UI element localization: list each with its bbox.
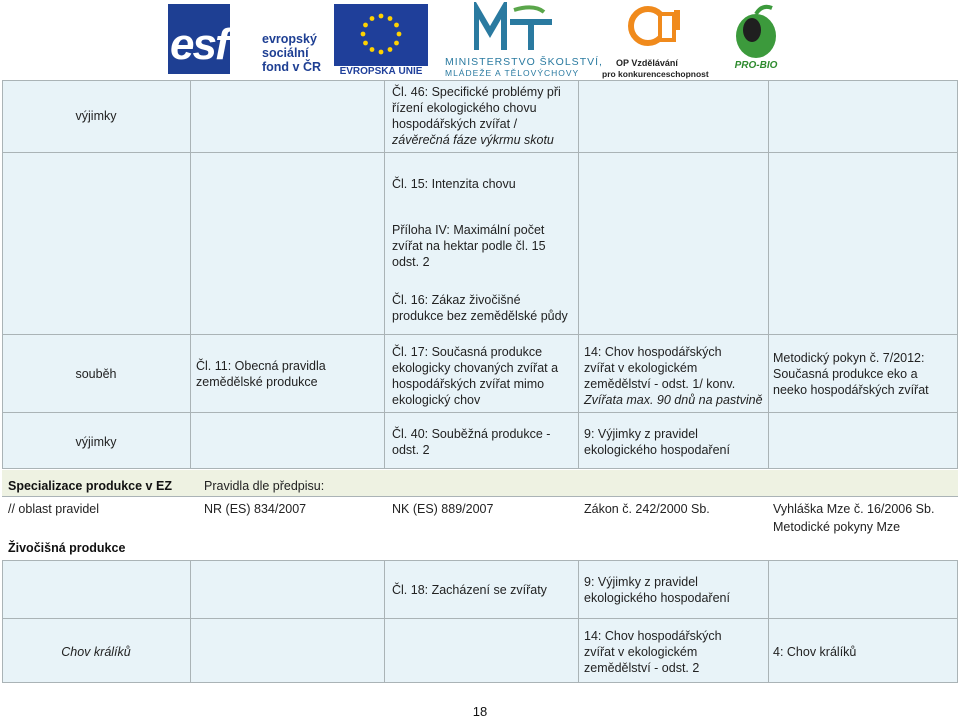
cell-law14-par2: 14: Chov hospodářských zvířat v ekologickém zemědělství - odst. 2 xyxy=(584,629,722,675)
header-specialization: Specializace produkce v EZ xyxy=(8,479,172,493)
header-rules: Pravidla dle předpisu: xyxy=(204,479,325,493)
row-label-rabbits: Chov králíků xyxy=(61,645,131,659)
cell-annex4: Příloha IV: Maximální počet zvířat na hektar podle čl. 15 odst. 2 xyxy=(392,223,546,269)
header-guidelines: Metodické pokyny Mze xyxy=(773,520,901,534)
page-number: 18 xyxy=(472,704,488,719)
header-nk889: NK (ES) 889/2007 xyxy=(392,502,494,516)
esf-mark: esf xyxy=(170,20,228,69)
cell-art15: Čl. 15: Intenzita chovu xyxy=(392,177,516,191)
eu-label: EVROPSKÁ UNIE xyxy=(339,66,423,77)
cell-art18: Čl. 18: Zacházení se zvířaty xyxy=(392,583,547,597)
cell-law9: 9: Výjimky z pravidel ekologického hospodaření xyxy=(584,427,730,457)
row-label-exceptions-2: výjimky xyxy=(75,435,117,449)
header-decree16: Vyhláška Mze č. 16/2006 Sb. xyxy=(773,502,935,516)
msmt-line2: MLÁDEŽE A TĚLOVÝCHOVY xyxy=(445,68,580,78)
row-label-exceptions: výjimky xyxy=(75,109,117,123)
op-line2: pro konkurenceschopnost xyxy=(602,69,709,79)
header-law242: Zákon č. 242/2000 Sb. xyxy=(584,502,710,516)
lower-section-bg xyxy=(2,560,958,682)
cell-law9-b: 9: Výjimky z pravidel ekologického hospodaření xyxy=(584,575,730,605)
cell-art11: Čl. 11: Obecná pravidla zemědělské produkce xyxy=(196,359,326,389)
cell-art17: Čl. 17: Současná produkce ekologicky chovaných zvířat a hospodářských zvířat mimo ekologický chov xyxy=(392,345,559,407)
msmt-line1: MINISTERSTVO ŠKOLSTVÍ, xyxy=(445,56,603,68)
cell-law14-par1: 14: Chov hospodářských zvířat v ekologickém zemědělství - odst. 1/ konv. Zvířata max. 90 dnů na pastvině xyxy=(584,345,763,407)
cell-method-guideline: Metodický pokyn č. 7/2012: Současná produkce eko a neeko hospodářských zvířat xyxy=(773,351,929,397)
header-nr834: NR (ES) 834/2007 xyxy=(204,502,307,516)
probio-label: PRO-BIO xyxy=(734,60,778,71)
cell-art16: Čl. 16: Zákaz živočišné produkce bez zemědělské půdy xyxy=(392,293,568,323)
cell-rabbit-guideline: 4: Chov králíků xyxy=(773,645,857,659)
row-label-concurrence: souběh xyxy=(75,367,117,381)
header-area: // oblast pravidel xyxy=(8,502,100,516)
cell-art46: Čl. 46: Specifické problémy při řízení ekologického chovu hospodářských zvířat / závěrečná fáze výkrmu skotu xyxy=(392,85,561,147)
esf-words: evropský sociální fond v ČR xyxy=(262,32,322,74)
cell-art40: Čl. 40: Souběžná produkce - odst. 2 xyxy=(392,427,551,457)
section-animal-production: Živočišná produkce xyxy=(8,541,126,555)
op-line1: OP Vzdělávání xyxy=(616,58,678,68)
